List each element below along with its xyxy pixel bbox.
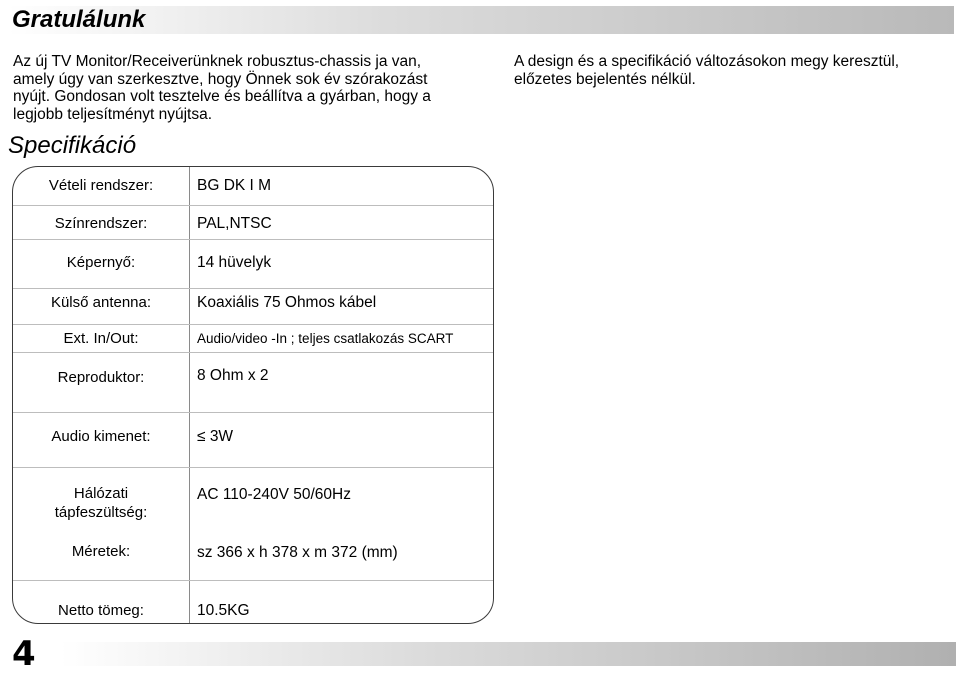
spec-value: PAL,NTSC: [197, 215, 272, 232]
spec-value: sz 366 x h 378 x m 372 (mm): [197, 544, 398, 561]
spec-label: Vételi rendszer:: [48, 177, 154, 194]
spec-label: Külső antenna:: [50, 294, 152, 311]
spec-row-audio-output: [13, 412, 493, 468]
spec-row-dimensions: [13, 530, 493, 580]
spec-label: Hálózati: [73, 485, 129, 502]
spec-label: Reproduktor:: [57, 369, 145, 386]
spec-row-ext-io: [13, 324, 493, 353]
footer-bar: [60, 642, 956, 666]
spec-label: Audio kimenet:: [51, 428, 151, 445]
spec-heading: Specifikáció: [8, 132, 137, 159]
notice-line: előzetes bejelentés nélkül.: [514, 70, 696, 88]
spec-row-screen: [13, 239, 493, 289]
intro-line: nyújt. Gondosan volt tesztelve és beállítva a gyárban, hogy a: [13, 88, 431, 105]
spec-row-speaker: [13, 352, 493, 413]
notice-paragraph: [514, 53, 954, 88]
spec-value: 8 Ohm x 2: [197, 367, 269, 384]
spec-label: Színrendszer:: [54, 215, 148, 232]
spec-label: tápfeszültség:: [54, 504, 148, 521]
spec-value: 10.5KG: [197, 602, 250, 619]
header-bar: [8, 6, 954, 34]
intro-line: amely úgy van szerkesztve, hogy Önnek sok év szórakozást: [13, 70, 428, 88]
spec-row-antenna: [13, 288, 493, 325]
spec-value: ≤ 3W: [197, 428, 234, 445]
spec-label: Képernyő:: [66, 254, 136, 271]
spec-value: Koaxiális 75 Ohmos kábel: [197, 294, 377, 311]
spec-value: AC 110-240V 50/60Hz: [197, 486, 351, 503]
spec-row-net-weight: [13, 580, 493, 624]
spec-value: Audio/video -In ; teljes csatlakozás SCART: [197, 331, 454, 346]
spec-row-mains-voltage: [13, 467, 493, 531]
spec-row-color-system: [13, 205, 493, 240]
intro-paragraph: [13, 53, 493, 123]
page-number: 4: [12, 634, 36, 674]
intro-line: Az új TV Monitor/Receiverünknek robusztus-chassis ja van,: [13, 53, 422, 70]
spec-label: Méretek:: [71, 543, 131, 560]
page-title: Gratulálunk: [12, 6, 146, 33]
intro-line: legjobb teljesítményt nyújtsa.: [13, 105, 213, 123]
spec-label: Netto tömeg:: [58, 602, 144, 619]
spec-table: [12, 166, 494, 624]
spec-label: Ext. In/Out:: [63, 330, 139, 347]
spec-row-reception: [13, 167, 493, 205]
notice-line: A design és a specifikáció változásokon megy keresztül,: [514, 53, 900, 70]
spec-value: BG DK I M: [197, 177, 272, 194]
spec-value: 14 hüvelyk: [197, 254, 272, 271]
